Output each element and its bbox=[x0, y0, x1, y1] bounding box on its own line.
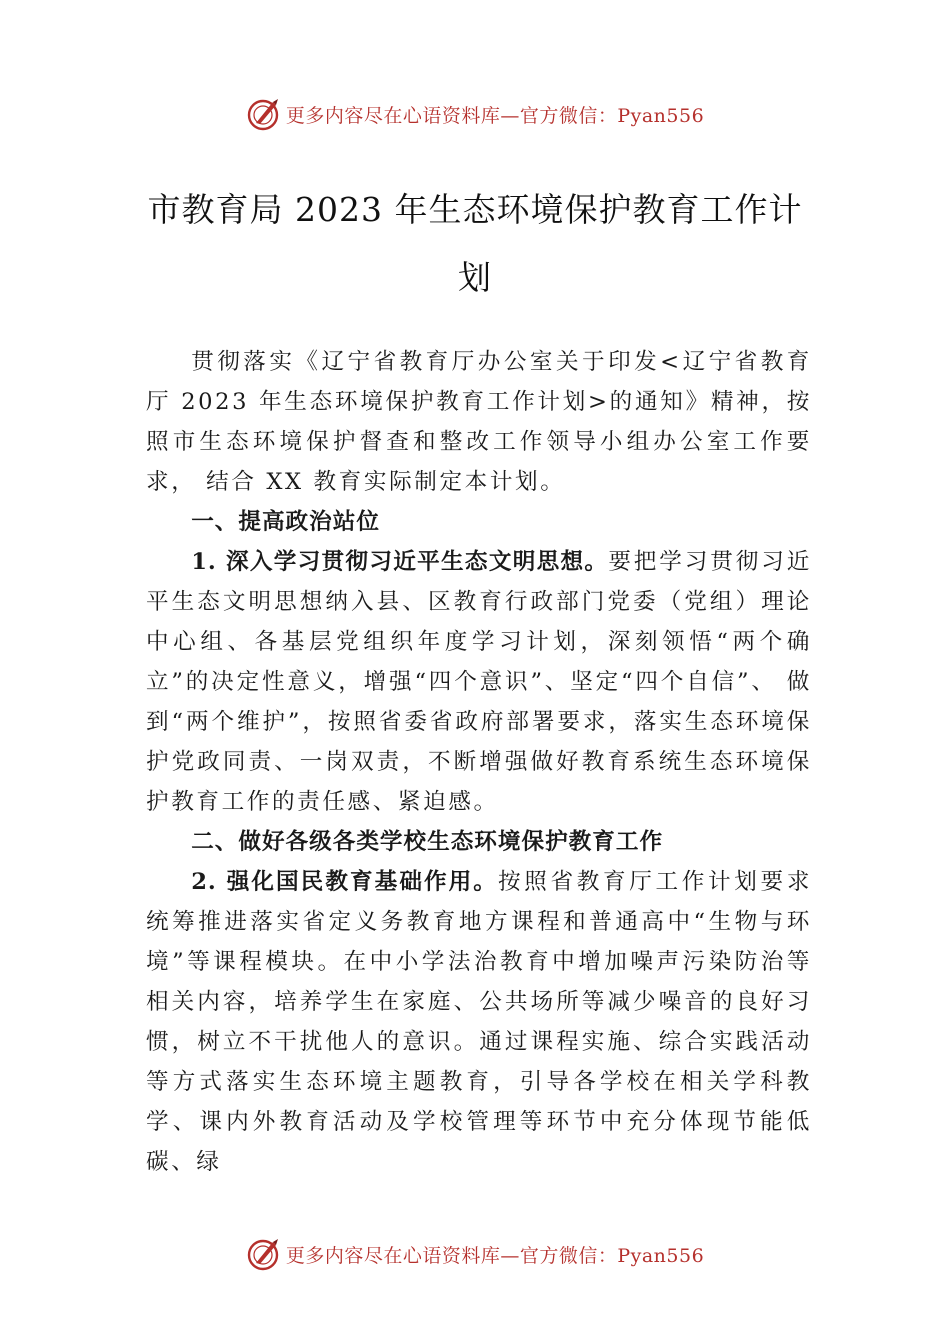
section-1-heading: 一、提高政治站位 bbox=[191, 509, 380, 535]
watermark-banner-top bbox=[0, 92, 950, 136]
item-1-paragraph bbox=[146, 542, 812, 822]
item-2-paragraph bbox=[146, 862, 812, 1182]
document-body bbox=[146, 342, 812, 1182]
quill-seal-icon bbox=[246, 96, 282, 132]
quill-seal-icon bbox=[246, 1236, 282, 1272]
item-2-text: 按照省教育厅工作计划要求统筹推进落实省定义务教育地方课程和普通高中“生物与环境”等课程模块。在中小学法治教育中增加噪声污染防治等相关内容，培养学生在家庭、公共场所等减少噪音的良好习惯，树立不干扰他人的意识。通过课程实施、综合实践活动等方式落实生态环境主题教育，引导各学校在相关学科教学、课内外教育活动及学校管理等环节中充分体现节能低碳、绿 bbox=[146, 869, 813, 1175]
watermark-banner-bottom bbox=[0, 1232, 950, 1276]
item-1-lead: 1. 深入学习贯彻习近平生态文明思想。 bbox=[191, 549, 609, 575]
item-1-text: 要把学习贯彻习近平生态文明思想纳入县、区教育行政部门党委（党组）理论中心组、各基层党组织年度学习计划，深刻领悟“两个确立”的决定性意义，增强“四个意识”、坚定“四个自信”、 做到“两个维护”，按照省委省政府部署要求，落实生态环境保护党政同责、一岗双责，不断增强做好教育系统生态环境保护教育工作的责任感、紧迫感。 bbox=[146, 549, 812, 815]
watermark-text: 更多内容尽在心语资料库—官方微信：Pyan556 bbox=[285, 104, 705, 127]
watermark-text: 更多内容尽在心语资料库—官方微信：Pyan556 bbox=[285, 1244, 705, 1267]
document-title: 市教育局 2023 年生态环境保护教育工作计划 bbox=[147, 190, 803, 297]
intro-paragraph: 贯彻落实《辽宁省教育厅办公室关于印发<辽宁省教育厅 2023 年生态环境保护教育工作计划>的通知》精神，按照市生态环境保护督查和整改工作领导小组办公室工作要求， 结合 XX 教育实际制定本计划。 bbox=[146, 349, 812, 495]
section-2-heading: 二、做好各级各类学校生态环境保护教育工作 bbox=[191, 829, 664, 855]
item-2-lead: 2. 强化国民教育基础作用。 bbox=[191, 869, 498, 895]
